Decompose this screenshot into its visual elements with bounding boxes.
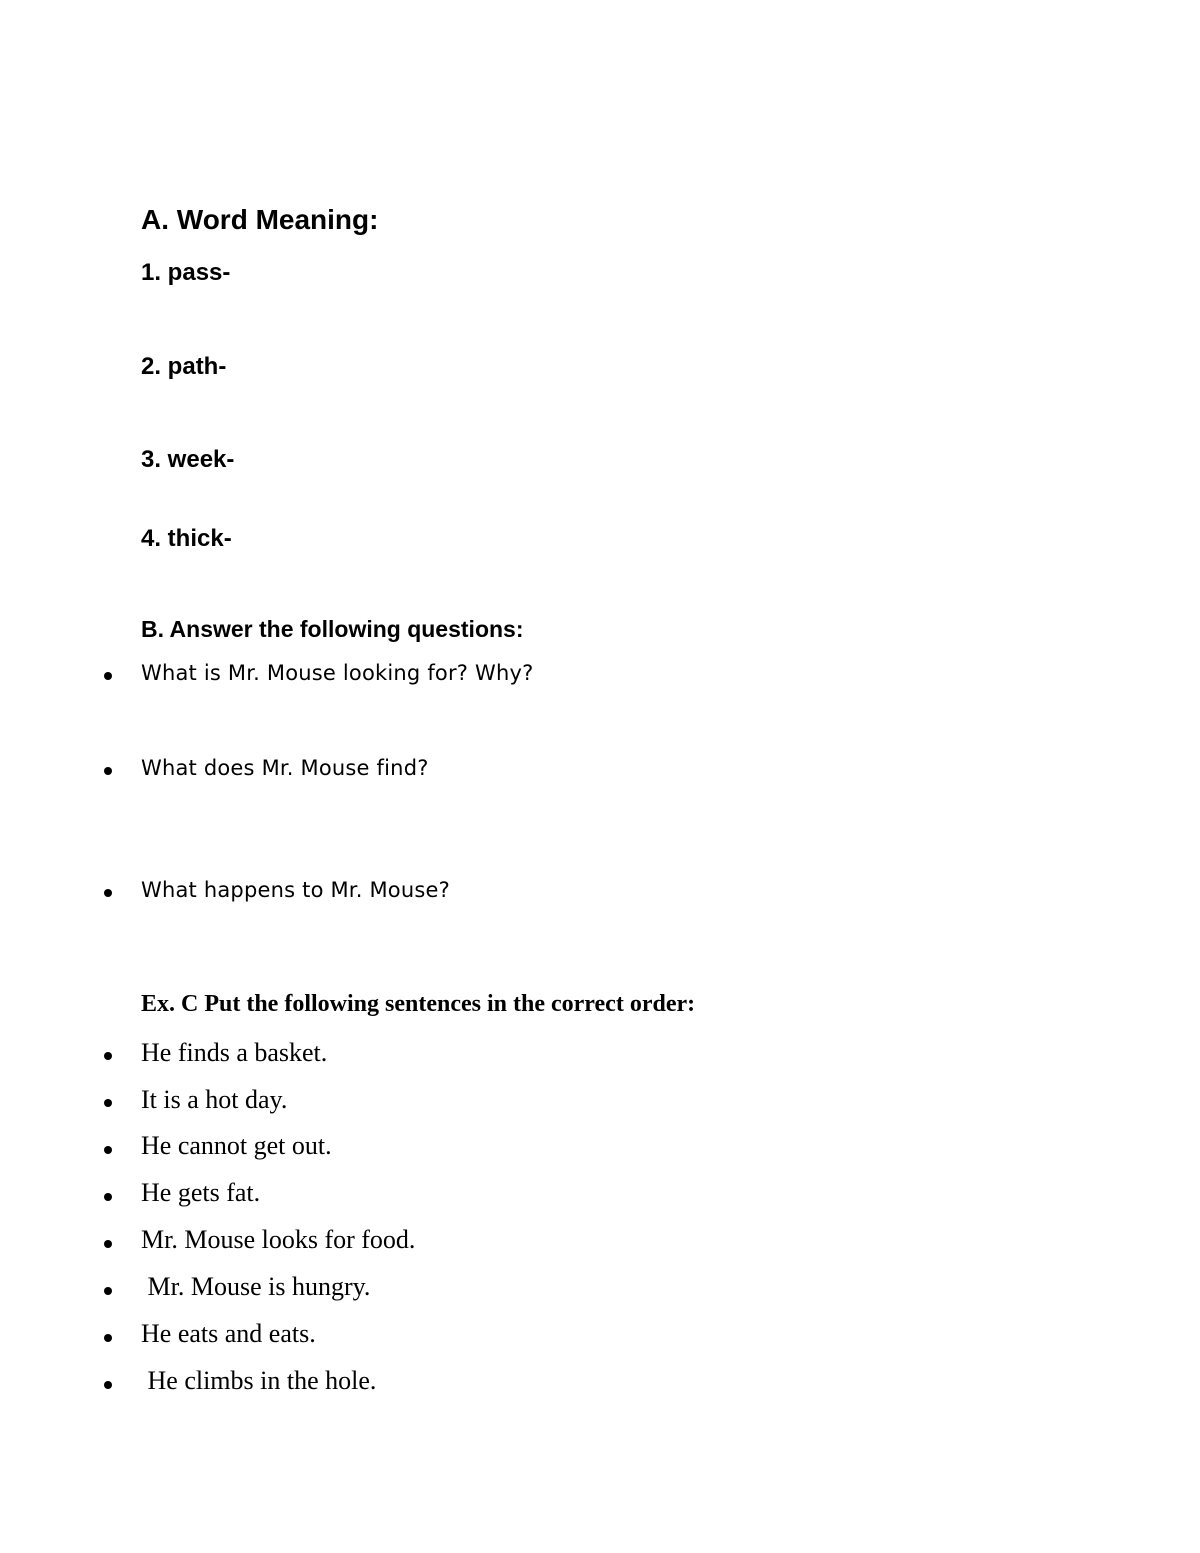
bullet-icon [104, 1099, 112, 1107]
sentence-item: He finds a basket. [141, 1038, 328, 1067]
bullet-icon [104, 1381, 112, 1389]
bullet-icon [104, 1334, 112, 1342]
bullet-icon [104, 889, 112, 897]
word-item-pass: 1. pass- [141, 259, 231, 286]
sentence-item: Mr. Mouse looks for food. [141, 1225, 416, 1254]
bullet-icon [104, 1287, 112, 1295]
section-c-heading: Ex. C Put the following sentences in the correct order: [141, 991, 696, 1017]
bullet-icon [104, 1146, 112, 1154]
word-item-thick: 4. thick- [141, 525, 232, 552]
section-b-heading: B. Answer the following questions: [141, 616, 524, 642]
bullet-icon [104, 1052, 112, 1060]
question-item: What is Mr. Mouse looking for? Why? [141, 661, 534, 685]
sentence-item: Mr. Mouse is hungry. [141, 1272, 371, 1301]
question-item: What happens to Mr. Mouse? [141, 878, 450, 902]
word-item-week: 3. week- [141, 446, 235, 473]
bullet-icon [104, 767, 112, 775]
sentence-item: He cannot get out. [141, 1131, 332, 1160]
word-item-path: 2. path- [141, 353, 227, 380]
sentence-item: He gets fat. [141, 1178, 261, 1207]
sentence-item: It is a hot day. [141, 1085, 288, 1114]
question-item: What does Mr. Mouse find? [141, 756, 429, 780]
bullet-icon [104, 1193, 112, 1201]
sentence-item: He eats and eats. [141, 1319, 316, 1348]
section-a-heading: A. Word Meaning: [141, 204, 379, 235]
bullet-icon [104, 672, 112, 680]
sentence-item: He climbs in the hole. [141, 1366, 377, 1395]
bullet-icon [104, 1240, 112, 1248]
